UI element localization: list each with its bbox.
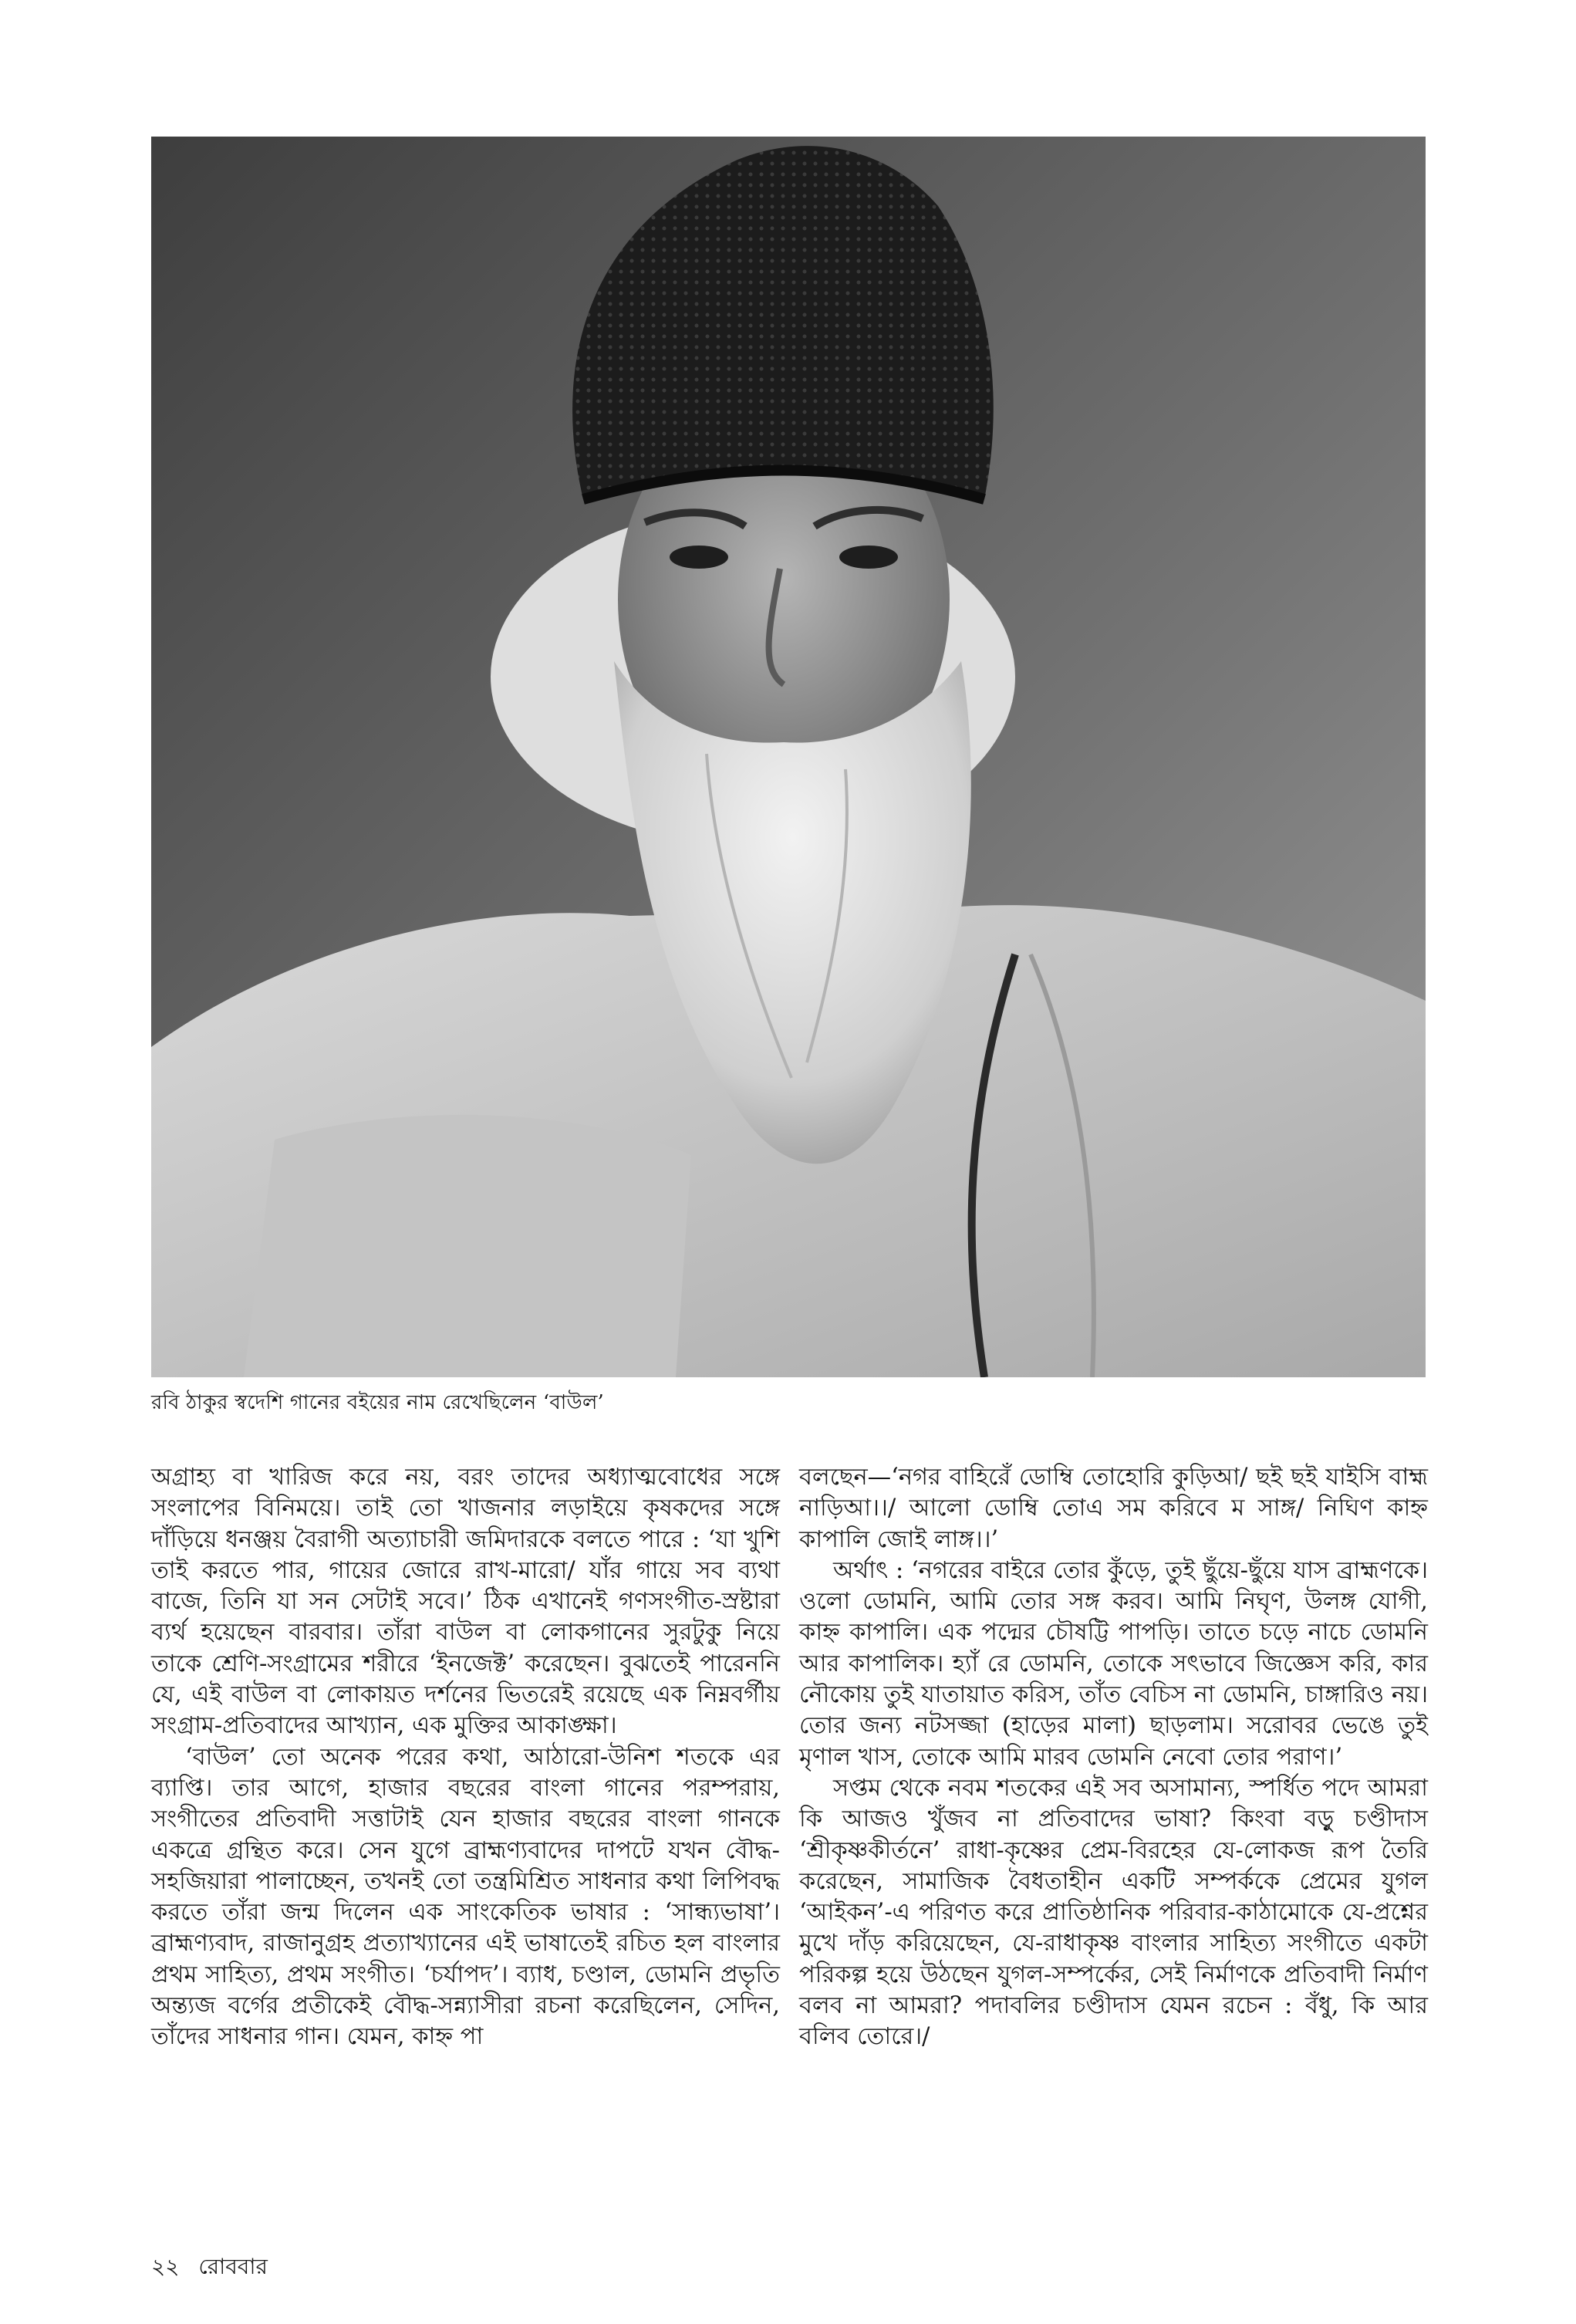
paragraph: ‘বাউল’ তো অনেক পরের কথা, আঠারো-উনিশ শতকে এর ব্যাপ্তি। তার আগে, হাজার বছরের বাংলা গানের পরম্পরায়, সংগীতের প্রতিবাদী সত্তাটাই যেন হাজার বছরের বাংলা গানকে একত্রে গ্রন্থিত করে। সেন যুগে ব্রাহ্মণ্যবাদের দাপটে যখন বৌদ্ধ-সহজিয়ারা পালাচ্ছেন, তখনই তো তন্ত্রমিশ্রিত সাধনার কথা লিপিবদ্ধ করতে তাঁরা জন্ম দিলেন এক সাংকেতিক ভাষার : ‘সান্ধ্যভাষা’। ব্রাহ্মণ্যবাদ, রাজানুগ্রহ প্রত্যাখ্যানের এই ভাষাতেই রচিত হল বাংলার প্রথম সাহিত্য, প্রথম সংগীত। ‘চর্যাপদ’। ব্যাধ, চণ্ডাল, ডোমনি প্রভৃতি অন্ত্যজ বর্গের প্রতীকেই বৌদ্ধ-সন্ন্যাসীরা রচনা করেছিলেন, সেদিন, তাঁদের সাধনার গান। যেমন, কাহ্ন পা [151,1743,780,2051]
photo-caption: রবি ঠাকুর স্বদেশি গানের বইয়ের নাম রেখেছিলেন ‘বাউল’ [151,1391,605,1414]
publication-name: রোববার [198,2254,268,2279]
article-column-right [799,1462,1428,2053]
page-number: ২২ [151,2254,180,2279]
paragraph: অর্থাৎ : ‘নগরের বাইরে তোর কুঁড়ে, তুই ছুঁয়ে-ছুঁয়ে যাস ব্রাহ্মণকে। ওলো ডোমনি, আমি তোর সঙ্গ করব। আমি নিঘৃণ, উলঙ্গ যোগী, কাহ্ন কাপালি। এক পদ্মের চৌষট্টি পাপড়ি। তাতে চড়ে নাচে ডোমনি আর কাপালিক। হ্যাঁ রে ডোমনি, তোকে সৎভাবে জিজ্ঞেস করি, কার নৌকোয় তুই যাতায়াত করিস, তাঁত বেচিস না ডোমনি, চাঙ্গারিও নয়। তোর জন্য নটসজ্জা (হাড়ের মালা) ছাড়লাম। সরোবর ভেঙে তুই মৃণাল খাস, তোকে আমি মারব ডোমনি নেবো তোর পরাণ।’ [799,1556,1428,1771]
paragraph: অগ্রাহ্য বা খারিজ করে নয়, বরং তাদের অধ্যাত্মবোধের সঙ্গে সংলাপের বিনিময়ে। তাই তো খাজনার লড়াইয়ে কৃষকদের সঙ্গে দাঁড়িয়ে ধনঞ্জয় বৈরাগী অত্যাচারী জমিদারকে বলতে পারে : ‘যা খুশি তাই করতে পার, গায়ের জোরে রাখ-মারো/ যাঁর গায়ে সব ব্যথা বাজে, তিনি যা সন সেটাই সবে।’ ঠিক এখানেই গণসংগীত-স্রষ্টারা ব্যর্থ হয়েছেন বারবার। তাঁরা বাউল বা লোকগানের সুরটুকু নিয়ে তাকে শ্রেণি-সংগ্রামের শরীরে ‘ইনজেক্ট’ করেছেন। বুঝতেই পারেননি যে, এই বাউল বা লোকায়ত দর্শনের ভিতরেই রয়েছে এক নিম্নবর্গীয় সংগ্রাম-প্রতিবাদের আখ্যান, এক মুক্তির আকাঙ্ক্ষা। [151,1464,780,1740]
article-column-left [151,1462,780,2053]
page-footer [151,2253,268,2281]
portrait-photo [151,137,1426,1377]
paragraph: বলছেন—‘নগর বাহিরেঁ ডোম্বি তোহোরি কুড়িআ/ ছই ছই যাইসি বাহ্ম নাড়িআ।।/ আলো ডোম্বি তোএ সম করিবে ম সাঙ্গ/ নিঘিণ কাহ্ন কাপালি জোই লাঙ্গ।।’ [799,1464,1428,1553]
paragraph: সপ্তম থেকে নবম শতকের এই সব অসামান্য, স্পর্ধিত পদে আমরা কি আজও খুঁজব না প্রতিবাদের ভাষা? কিংবা বড়ু চণ্ডীদাস ‘শ্রীকৃষ্ণকীর্তনে’ রাধা-কৃষ্ণের প্রেম-বিরহের যে-লোকজ রূপ তৈরি করেছেন, সামাজিক বৈধতাহীন একটি সম্পর্ককে প্রেমের যুগল ‘আইকন’-এ পরিণত করে প্রাতিষ্ঠানিক পরিবার-কাঠামোকে যে-প্রশ্নের মুখে দাঁড় করিয়েছেন, যে-রাধাকৃষ্ণ বাংলার সাহিত্য সংগীতে একটা পরিকল্প হয়ে উঠছেন যুগল-সম্পর্কের, সেই নির্মাণকে প্রতিবাদী নির্মাণ বলব না আমরা? পদাবলির চণ্ডীদাস যেমন রচেন : বঁধু, কি আর বলিব তোরে।/ [799,1774,1428,2051]
